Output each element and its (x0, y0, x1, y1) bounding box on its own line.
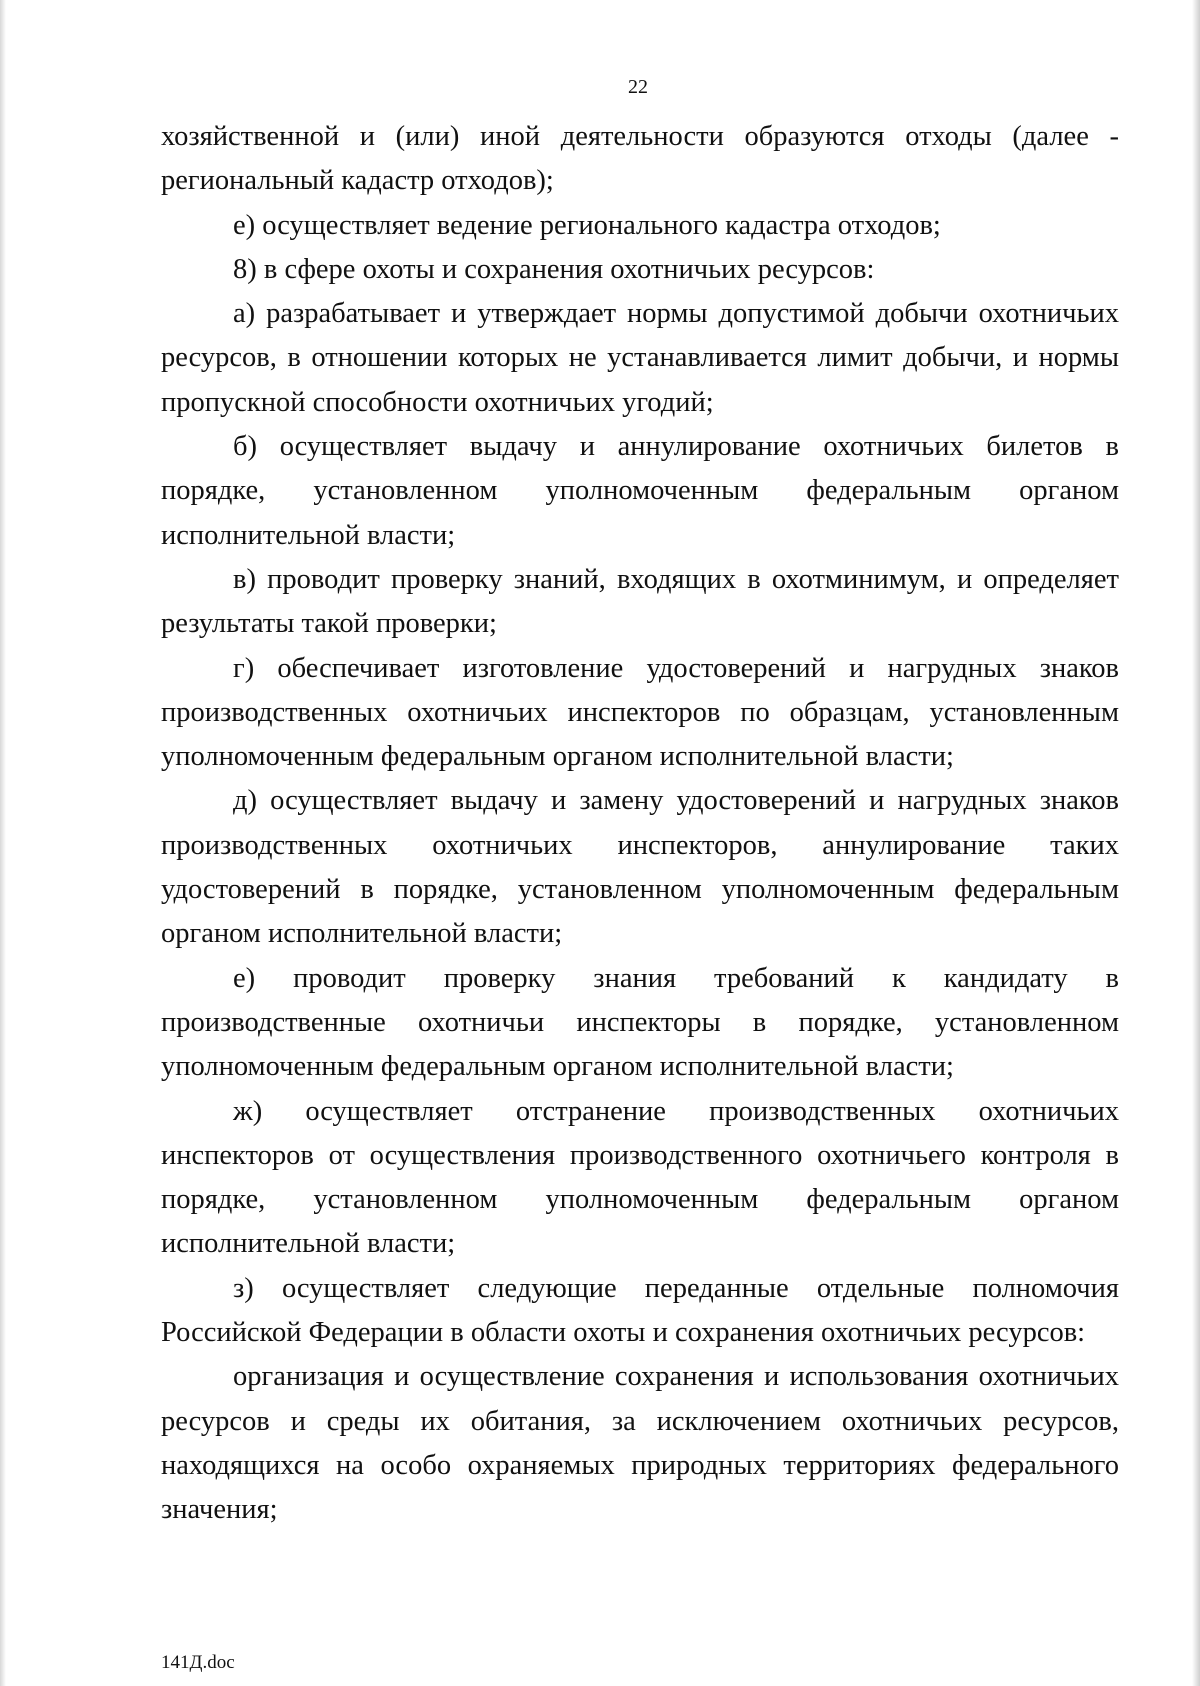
paragraph-item-zh: ж) осуществляет отстранение производственных охотничьих инспекторов от осуществления производственного охотничьего контроля в порядке, установленном уполномоченным федеральным органом исполнительной власти; (161, 1095, 1119, 1260)
footer-filename: 141Д.doc (161, 1652, 235, 1673)
paragraph-item-z: з) осуществляет следующие переданные отдельные полномочия Российской Федерации в области охоты и сохранения охотничьих ресурсов: (161, 1272, 1119, 1349)
page-number: 22 (628, 76, 648, 98)
paragraph-item-e-cadastre: е) осуществляет ведение регионального кадастра отходов; (233, 209, 941, 241)
paragraph-section-8-hunting: 8) в сфере охоты и сохранения охотничьих ресурсов: (233, 253, 875, 285)
scan-edge-left (0, 0, 6, 1686)
paragraph-item-v: в) проводит проверку знаний, входящих в охотминимум, и определяет результаты такой проверки; (161, 563, 1119, 640)
document-body (161, 115, 1119, 1533)
paragraph-item-d: д) осуществляет выдачу и замену удостоверений и нагрудных знаков производственных охотничьих инспекторов, аннулирование таких удостоверений в порядке, установленном уполномоченным федеральным органом исполнительной власти; (161, 785, 1119, 950)
paragraph-item-g: г) обеспечивает изготовление удостоверений и нагрудных знаков производственных охотничьих инспекторов по образцам, установленным уполномоченным федеральным органом исполнительной власти; (161, 652, 1119, 773)
paragraph-item-a: а) разрабатывает и утверждает нормы допустимой добычи охотничьих ресурсов, в отношении которых не устанавливается лимит добычи, и нормы пропускной способности охотничьих угодий; (161, 298, 1119, 418)
paragraph-delegated-powers: организация и осуществление сохранения и использования охотничьих ресурсов и среды их обитания, за исключением охотничьих ресурсов, находящихся на особо охраняемых природных территориях федерального значения; (161, 1361, 1119, 1526)
paragraph-item-b: б) осуществляет выдачу и аннулирование охотничьих билетов в порядке, установленном уполномоченным федеральным органом исполнительной власти; (161, 431, 1119, 551)
scan-edge-right (1192, 0, 1200, 1686)
paragraph-item-e-inspectors: е) проводит проверку знания требований к кандидату в производственные охотничьи инспекторы в порядке, установленном уполномоченным федеральным органом исполнительной власти; (161, 962, 1119, 1083)
paragraph-continuation: хозяйственной и (или) иной деятельности образуются отходы (далее - региональный кадастр отходов); (161, 121, 1119, 197)
